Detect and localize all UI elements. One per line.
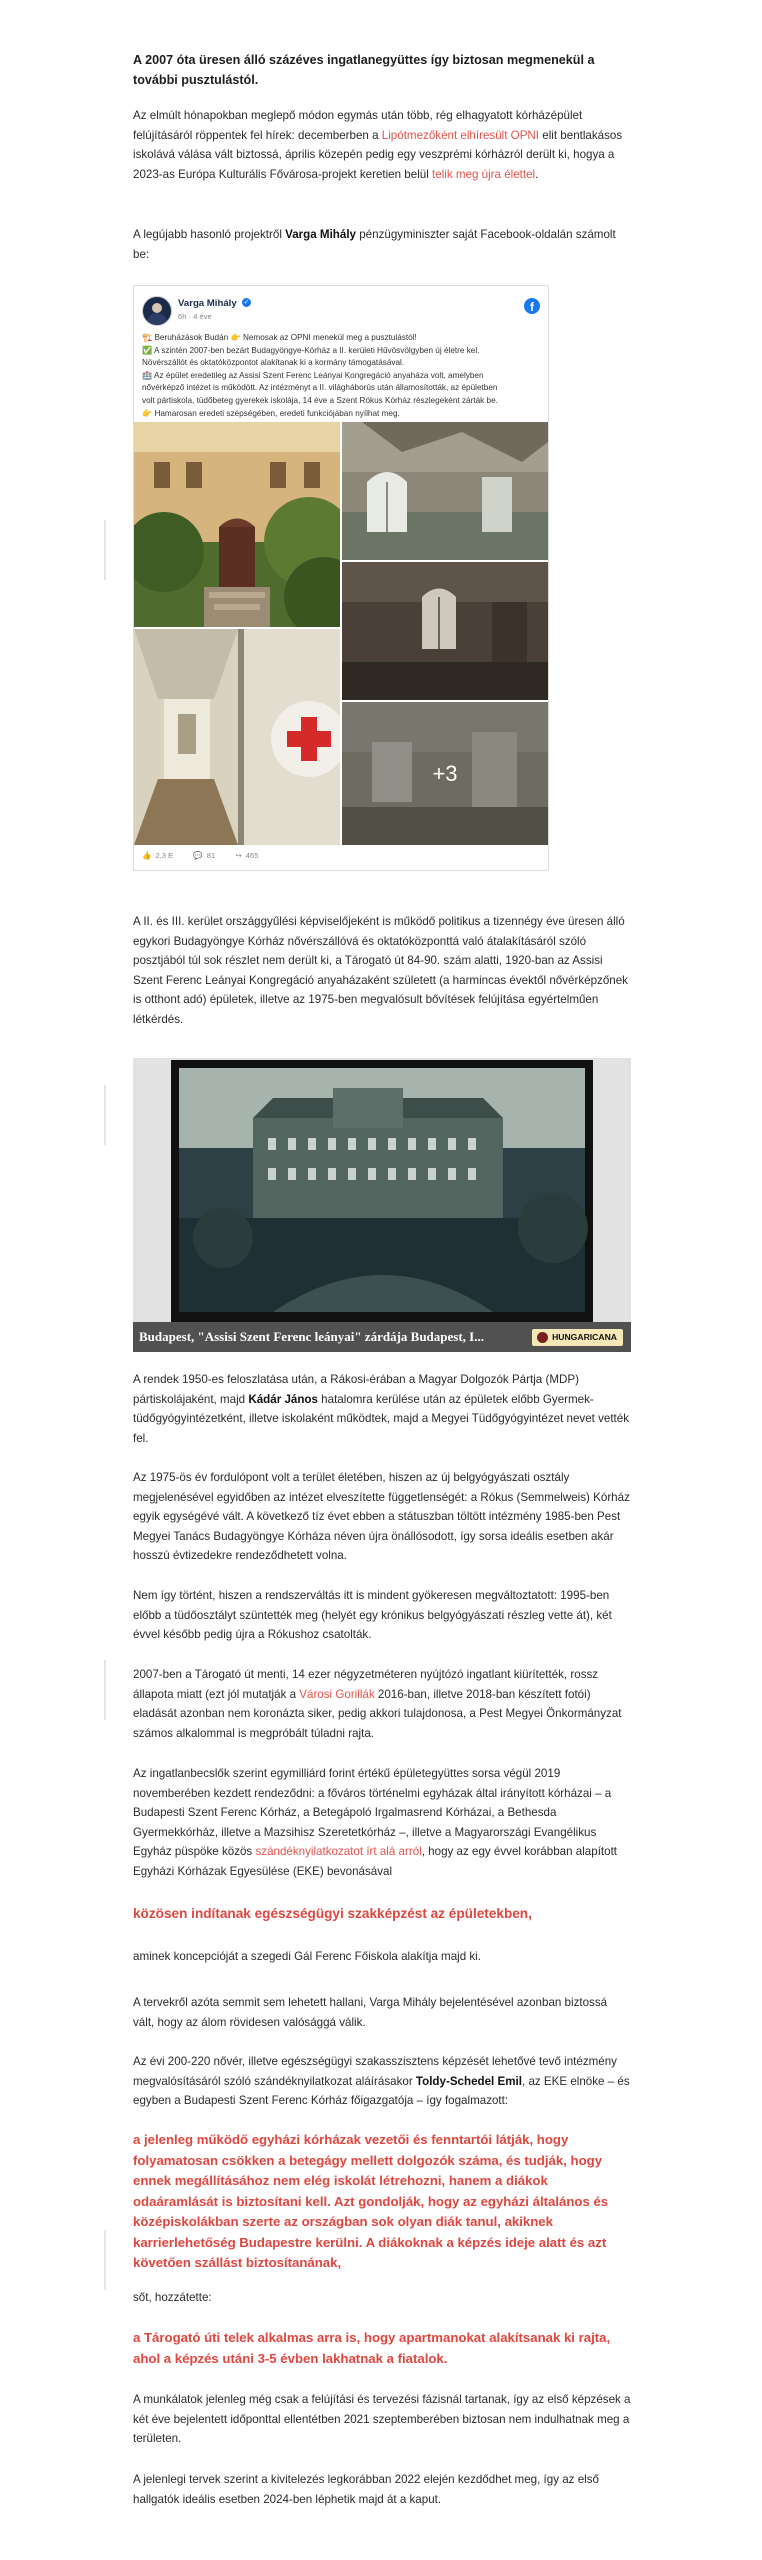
text-run: , hogy az egy évvel korábban alapított Egyházi Kórházak Egyesülése (EKE) bevonásával <box>133 1845 618 1878</box>
text-run: . <box>535 167 539 181</box>
fb-post-line: 👉 Hamarosan eredeti szépségében, eredeti funkciójában nyílhat meg. <box>142 408 400 418</box>
margin-rule <box>104 1660 106 1720</box>
paragraph-8 <box>133 1764 631 1881</box>
text-run: 2007-ben a Tárogató út menti, 14 ezer négyzetméteren nyújtózó ingatlant kiürítették, rossz állapota miatt (ezt jól mutatják a <box>133 1668 599 1701</box>
fb-post-line: Növérszállót és oktatóközpontot alakítanak ki a kormány támogatásával. <box>142 358 405 368</box>
photo-facade-drawing <box>134 422 340 627</box>
paragraph-14-text: A jelenlegi tervek szerint a kivitelezés legkorábban 2022 elején kezdődhet meg, így az első hallgatók ideális esetben 2024-ben léphetik majd át a kaput. <box>133 2473 599 2506</box>
comment-count[interactable]: 81 <box>206 851 216 860</box>
text-run: hatalomra kerülése után az épületek előbb Gyermek-tüdőgyógyintézetként, illetve iskolaként működtek, majd a Megyei Tüdőgyógyintézet nevet vették fel. <box>133 1392 630 1445</box>
paragraph-10 <box>133 1993 631 2032</box>
fb-post-line: ✅ A szintén 2007-ben bezárt Budagyöngye-Kórház a II. kerületi Hűvösvölgyben új életre kel. <box>142 345 480 355</box>
paragraph-2 <box>133 225 631 264</box>
intro-lead: A 2007 óta üresen álló százéves ingatlanegyüttes így biztosan megmenekül a további pusztulástól. <box>133 53 595 87</box>
paragraph-3 <box>133 912 631 1029</box>
fb-photo-interior-2[interactable] <box>342 562 548 700</box>
paragraph-14 <box>133 2470 631 2509</box>
fb-post-time[interactable]: 6h · 4 éve <box>178 312 212 321</box>
paragraph-13 <box>133 2390 631 2449</box>
link-szandeknyilatkozat[interactable]: szándéknyilatkozatot írt alá arról <box>255 1845 422 1858</box>
paragraph-10-text: A tervekről azóta semmit sem lehetett hallani, Varga Mihály bejelentésével azonban biztossá vált, hogy az álom rövidesen valósággá válik. <box>133 1996 608 2029</box>
text-run: , az EKE elnöke – és egyben a Budapesti Szent Ferenc Kórház főigazgatója – így fogalmazott: <box>133 2074 630 2107</box>
paragraph-4 <box>133 1370 631 1448</box>
bold-name: Varga Mihály <box>285 228 357 241</box>
paragraph-5-text: Az 1975-ös év fordulópont volt a terület életében, hiszen az új belgyógyászati osztály megjelenésével egyidőben az intézet elveszítette függetlenségét: a Rókus (Semmelweis) Kórház egyik egységévé vált. A következő tíz évet ebben a státuszban töltött intézmény 1985-ben Pest Megyei Tanács Budagyöngye Kórháza néven újra önállósodott, így sorsa ideális esetben akár hosszú évtizedekre rendeződhetett volna. <box>133 1471 630 1562</box>
historic-image-caption-bar <box>133 1322 631 1352</box>
fb-post-line: 🏗️ Beruházások Budán 👉 Nemosak az OPNI menekül meg a pusztulástól! <box>142 333 417 342</box>
link-varosi-gorillak[interactable]: Városi Gorillák <box>299 1687 375 1701</box>
photo-corridor-drawing <box>134 629 340 845</box>
text-run: A legújabb hasonló projektről <box>133 228 286 241</box>
comment-icon[interactable]: 💬 <box>193 851 203 860</box>
paragraph-8-text <box>133 1764 631 1881</box>
fb-photo-interior-1[interactable] <box>342 422 548 560</box>
paragraph-6-text: Nem így történt, hiszen a rendszerváltás itt is mindent gyökeresen megváltoztatott: 1995-ben előbb a tüdőosztályt szüntették meg (helyét egy krónikus belgyógyászati részleg vette át), két évvel később pedig újra a Rókushoz csatolták. <box>133 1589 612 1641</box>
fb-author-name[interactable]: Varga Mihály <box>178 298 237 309</box>
highlight-1 <box>133 1904 631 1924</box>
paragraph-3-text: A II. és III. kerület országgyűlési képviselőjeként is működő politikus a tizennégy éve üresen álló egykori Budagyöngye Kórház nővérszállóvá és oktatóközponttá való átalakításáról szóló posztjából túl sok részlet nem derült ki, a Tárogató út 84-90. szám alatti, 1920-ban az Assisi Szent Ferenc Leányai Kongregáció anyaházaként született (a harmincas évektől nővérképzőnek is otthont adó) épületek, illetve az 1975-ben megvalósult bővítések felújítása egyértelműen létkérdés. <box>133 915 628 1026</box>
share-count[interactable]: 465 <box>245 851 259 860</box>
historic-image[interactable] <box>133 1058 631 1352</box>
historic-photo-drawing <box>133 1058 631 1352</box>
quote-1-text: a jelenleg működő egyházi kórházak vezetői és fenntartói látják, hogy folyamatosan csökken a betegágy mellett dolgozók száma, és tudják, hogy ennek megállításához nem elég iskolát létrehozni, hanem a diákok odaáramlását is biztosítani kell. Azt gondolják, hogy az egyházi általános és középiskolákban szerte az országban sok olyan diák tanul, akiknek karrierlehetőség Budapestre kerülni. A diákoknak a képzés ideje alatt és azt követően szállást biztosítanának, <box>133 2132 609 2270</box>
paragraph-7 <box>133 1665 631 1743</box>
fb-post-line: volt pártiskola, tüdőbeteg gyerekek iskolája, 14 éve a Szent Rókus Kórház részlegeként zárták be. <box>142 395 498 405</box>
margin-rule <box>104 1085 106 1145</box>
photo-interior-2-drawing <box>342 562 548 700</box>
text-run: 2016-ban, illetve 2018-ban készített fotói) eladását azonban nem koronázta siker, pedig akkori tulajdonosa, a Pest Megyei Önkormányzat számos alkalommal is megpróbált túladni rajta. <box>133 1687 622 1740</box>
quote-2 <box>133 2328 631 2369</box>
link-opni[interactable]: Lipótmezőként elhíresült OPNI <box>381 128 540 142</box>
paragraph-2-text <box>133 225 631 264</box>
facebook-embed[interactable] <box>133 285 549 871</box>
text-run: A rendek 1950-es feloszlatása után, a Rákosi-érában a Magyar Dolgozók Pártja (MDP) pártiskolájaként, majd <box>133 1373 579 1406</box>
paragraph-1-text <box>133 106 631 184</box>
paragraph-12-text: sőt, hozzátette: <box>133 2291 212 2304</box>
paragraph-9 <box>133 1947 631 1967</box>
historic-image-caption[interactable]: Budapest, "Assisi Szent Ferenc leányai" zárdája Budapest, I... <box>139 1329 484 1344</box>
paragraph-13-text: A munkálatok jelenleg még csak a felújítási és tervezési fázisnál tartanak, így az első képzések a két éve bejelentett időponttal ellentétben 2021 szeptemberében biztosan nem indulhatnak meg a területen. <box>133 2393 631 2445</box>
text-run: pénzügyminiszter saját Facebook-oldalán számolt be: <box>133 228 616 261</box>
paragraph-5 <box>133 1468 631 1566</box>
paragraph-6 <box>133 1586 631 1645</box>
paragraph-7-text <box>133 1665 631 1743</box>
fb-photo-corridor[interactable] <box>134 629 340 845</box>
hungaricana-badge[interactable]: HUNGARICANA <box>532 1329 623 1346</box>
text-run: Az elmúlt hónapokban meglepő módon egymás után több, rég elhagyatott kórházépület felújításáról röppentek fel hírek: decemberben a <box>133 109 583 142</box>
more-photos-count[interactable]: +3 <box>342 702 548 845</box>
margin-rule <box>104 520 106 580</box>
reaction-count[interactable]: 2,3 E <box>155 851 174 860</box>
fb-post-text <box>142 332 540 420</box>
paragraph-11-text <box>133 2052 631 2111</box>
bold-name: Toldy-Schedel Emil <box>415 2074 522 2088</box>
text-run: elit bentlakásos iskolává válása vált biztossá, április közepén pedig egy veszprémi kórházról derült ki, hogya a 2023-as Európa Kulturális Fővárosa-projekt keretien belül <box>133 128 623 181</box>
paragraph-9-text: aminek koncepcióját a szegedi Gál Ferenc Főiskola alakítja majd ki. <box>133 1950 481 1963</box>
fb-post-footer <box>142 851 540 860</box>
fb-photo-facade[interactable] <box>134 422 340 627</box>
link-veszprem[interactable]: telik meg újra élettel <box>432 167 536 181</box>
fb-post-line: nővérképző intézet is működött. Az intézményt a II. világháborús után államosították, az épületben <box>142 383 498 393</box>
paragraph-12 <box>133 2288 631 2308</box>
fb-post-header <box>142 294 540 328</box>
facebook-logo-icon[interactable]: f <box>524 298 540 314</box>
paragraph-11 <box>133 2052 631 2111</box>
quote-1 <box>133 2130 631 2274</box>
paragraph-1 <box>133 106 631 184</box>
avatar[interactable] <box>142 296 172 326</box>
fb-photo-more[interactable] <box>342 702 548 845</box>
paragraph-4-text <box>133 1370 631 1448</box>
fb-post-line: 🏥 Az épület eredetileg az Assisi Szent Ferenc Leányai Kongregáció anyaháza volt, amelyben <box>142 370 484 380</box>
bold-name: Kádár János <box>248 1392 318 1406</box>
text-run: Az évi 200-220 nővér, illetve egészségügyi szakasszisztens képzését lehetővé tevő intézmény megvalósításáról szóló szándéknyilatkozat aláírásakor <box>133 2055 617 2088</box>
verified-icon: ✓ <box>243 299 250 306</box>
like-icon[interactable]: 👍 <box>142 851 152 860</box>
intro-lead-block <box>133 50 631 90</box>
quote-2-text: a Tárogató úti telek alkalmas arra is, hogy apartmanokat alakítsanak ki rajta, ahol a képzés utáni 3-5 évben lakhatnak a fiatalok. <box>133 2330 611 2366</box>
margin-rule <box>104 2230 106 2290</box>
highlight-1-text: közösen indítanak egészségügyi szakképzést az épületekben, <box>133 1906 532 1921</box>
photo-interior-1-drawing <box>342 422 548 560</box>
share-icon[interactable]: ↪ <box>235 851 242 860</box>
text-run: Az ingatlanbecslők szerint egymilliárd forint értékű épületegyüttes sorsa végül 2019 novemberében kezdett rendeződni: a főváros történelmi egyházak által irányított kórházai – a Budapesti Szent Ferenc Kórház, a Betegápoló Irgalmasrend Kórházai, a Bethesda Gyermekkórház, illetve a Mazsihisz Szeretetkórház –, illetve a Magyarországi Evangélikus Egyház püspöke közös <box>133 1767 612 1858</box>
